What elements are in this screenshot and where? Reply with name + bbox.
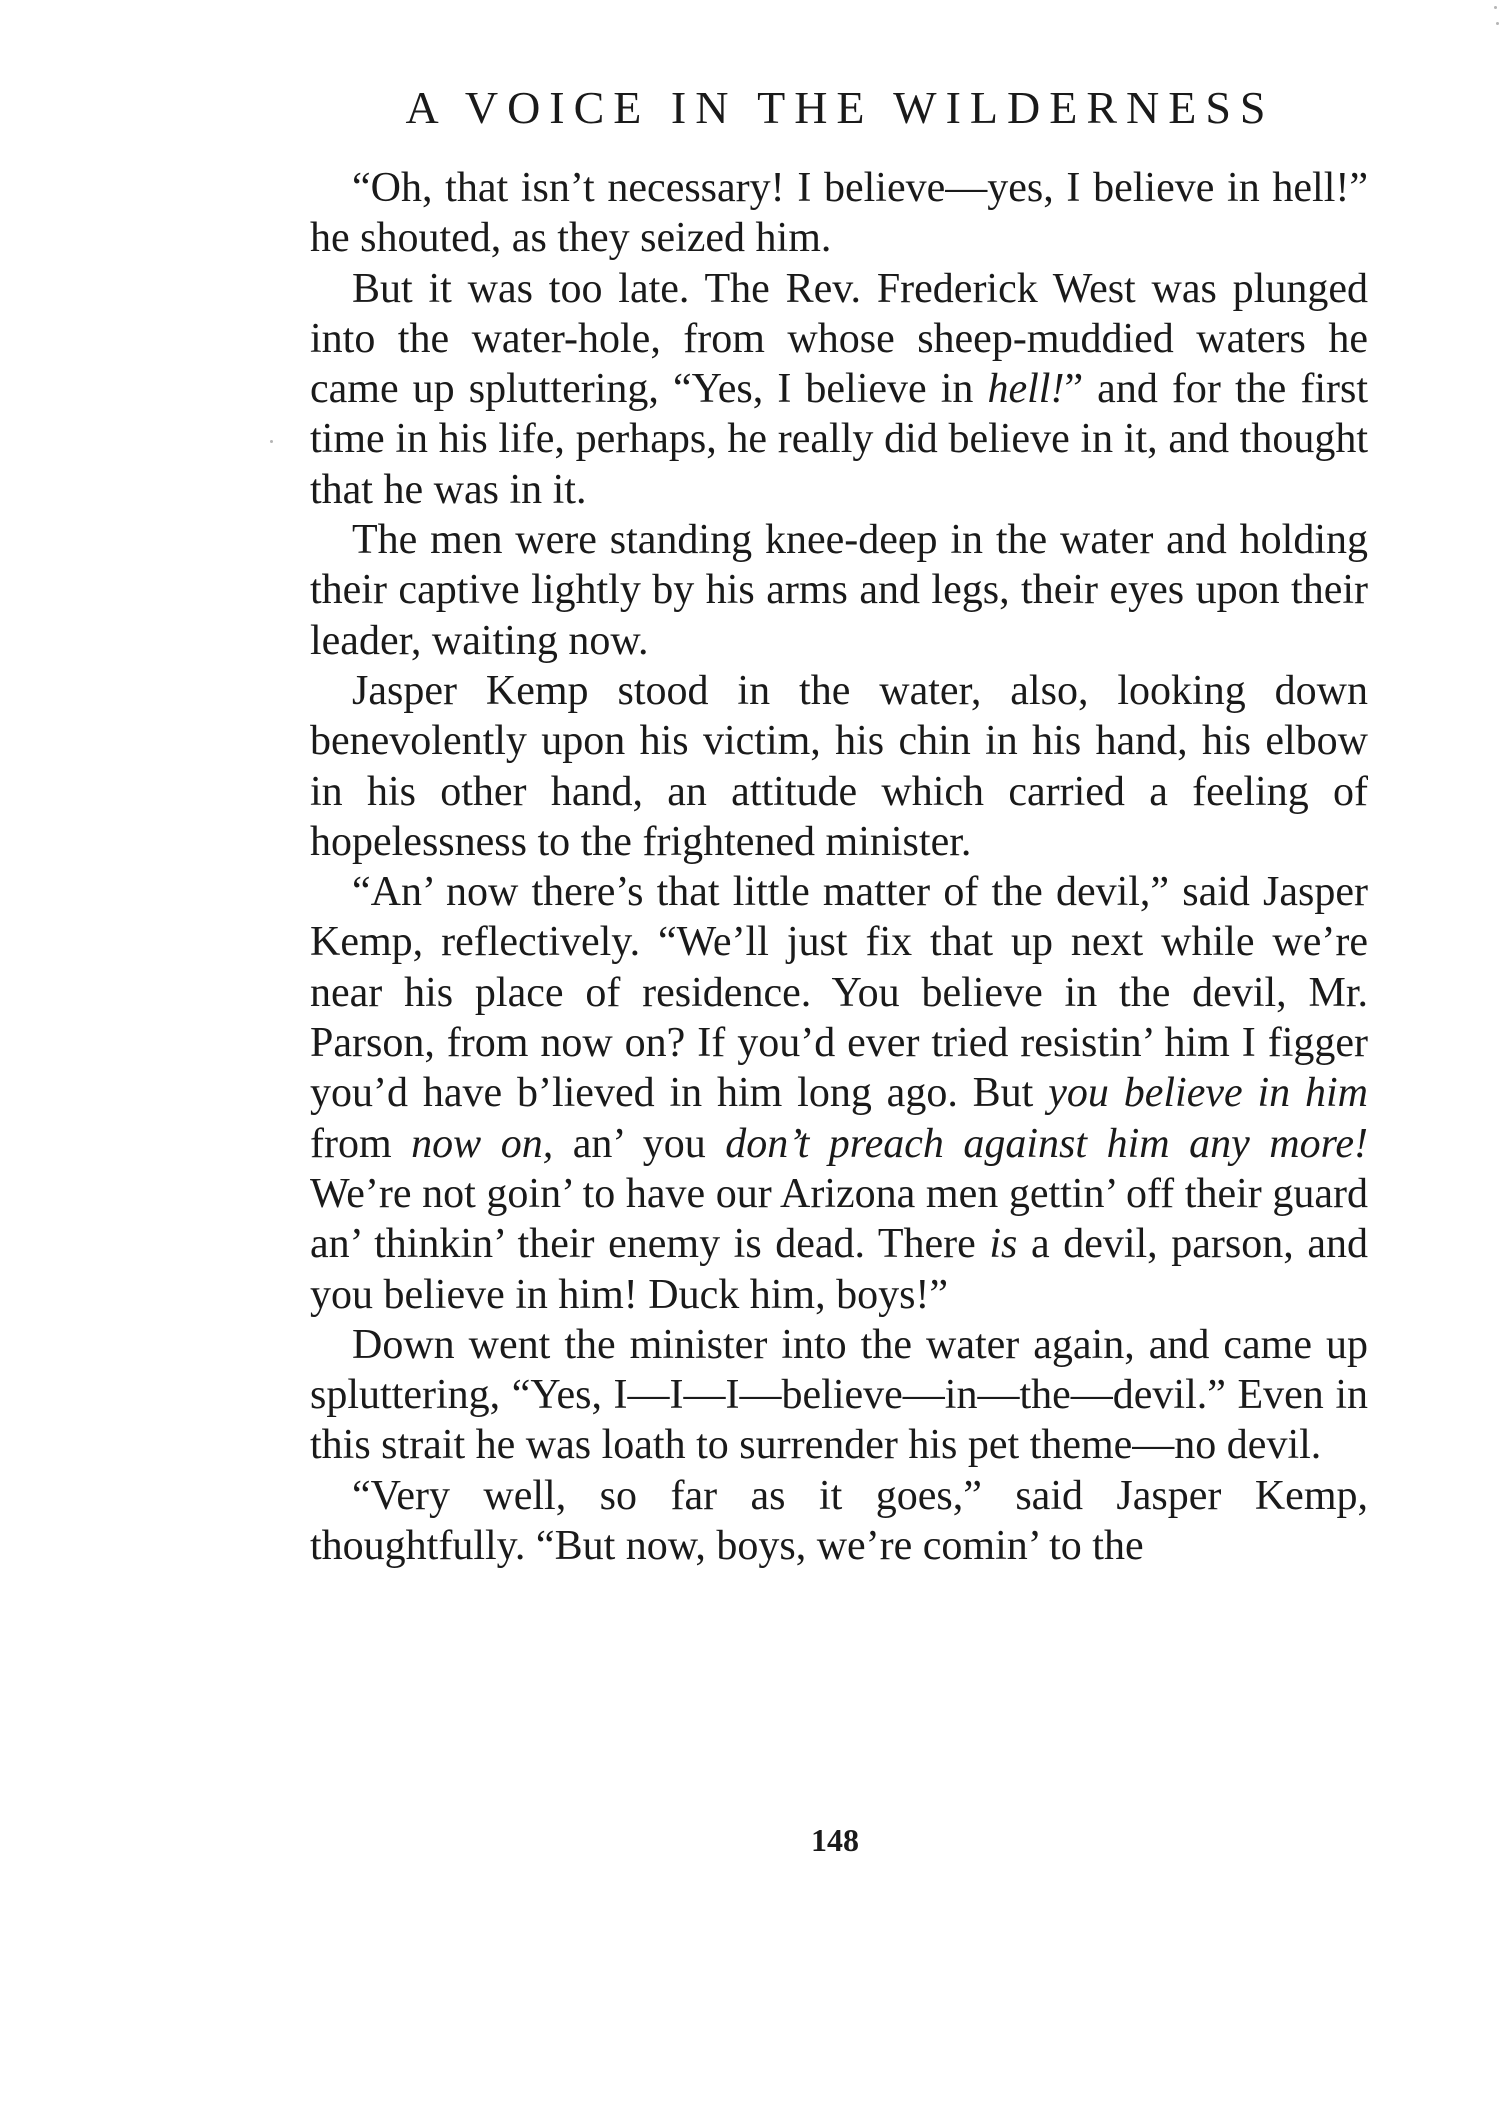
text-run: Down went the minister into the water again, and came up spluttering, “Yes, I—I—I—believe—in—the—devil.” Even in this strait he was loath to surrender his pet theme—no devil. (310, 1321, 1368, 1469)
paragraph (310, 515, 1368, 666)
scan-speck (1494, 6, 1497, 9)
body-text (310, 163, 1368, 1571)
text-run: “An’ now there’s that little matter of the devil,” said Jasper Kemp, reflectively. “We’ll just fix that up next while we’re near his place of residence. You believe in the devil, Mr. Parson, from now on? If you’d ever tried resistin’ him I figger you’d have b’lieved in him long ago. But (310, 869, 1368, 1117)
text-run: “Very well, so far as it goes,” said Jasper Kemp, thoughtfully. “But now, boys, we’re comin’ to the (310, 1472, 1368, 1570)
text-run: from (310, 1120, 412, 1167)
italic-text: you believe in him (1048, 1070, 1368, 1117)
italic-text: now on, (411, 1120, 554, 1167)
text-run: We’re not goin’ to have our Arizona men gettin’ off their guard an’ thinkin’ their enemy is dead. There (310, 1170, 1368, 1268)
paragraph (310, 163, 1368, 264)
text-run: The men were standing knee-deep in the water and holding their captive lightly by his arms and legs, their eyes upon their leader, waiting now. (310, 517, 1368, 664)
text-run: a devil, parson, and you believe in him! Duck him, boys!” (310, 1221, 1368, 1318)
scan-speck (1496, 22, 1499, 25)
paragraph (310, 1320, 1368, 1471)
italic-text: hell! (987, 366, 1065, 413)
running-head: A VOICE IN THE WILDERNESS (405, 82, 1275, 133)
italic-text: don’t preach against him any more! (725, 1120, 1368, 1167)
paragraph (310, 666, 1368, 867)
text-run: But it was too late. The Rev. Frederick West was plunged into the water-hole, from whose sheep-muddied waters he came up spluttering, “Yes, I believe in (310, 265, 1368, 413)
paragraph (310, 264, 1368, 515)
paragraph (310, 1471, 1368, 1572)
text-run: Jasper Kemp stood in the water, also, looking down benevolently upon his victim, his chin in his hand, his elbow in his other hand, an attitude which carried a feeling of hopelessness to the frightened minister. (310, 667, 1368, 865)
page-number: 148 (811, 1822, 859, 1858)
text-run: “Oh, that isn’t necessary! I believe—yes, I believe in hell!” he shouted, as they seized him. (310, 165, 1368, 262)
text-run: an’ you (553, 1120, 726, 1167)
italic-text: is (989, 1221, 1018, 1268)
text-run: ” and for the first time in his life, perhaps, he really did believe in it, and thought that he was in it. (310, 366, 1368, 513)
paragraph (310, 867, 1368, 1320)
scan-speck (270, 440, 273, 443)
